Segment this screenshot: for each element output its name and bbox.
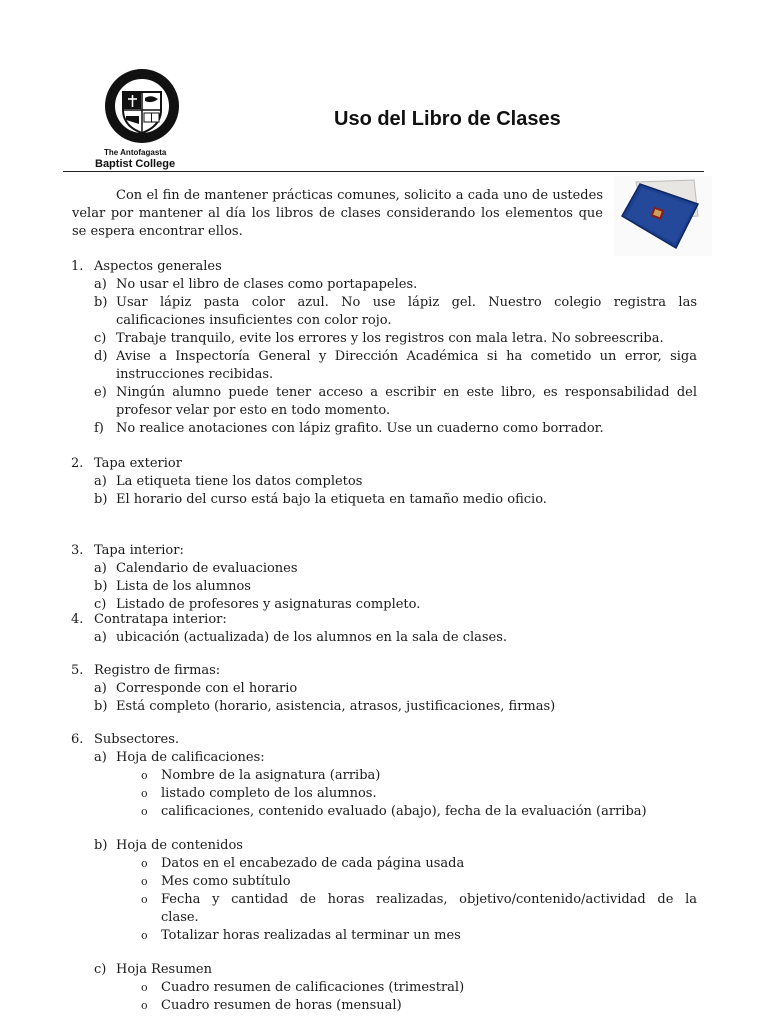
bullet-marker: o [141, 805, 148, 818]
bullet-text: Mes como subtítulo [161, 874, 291, 889]
item-label: c) [94, 331, 107, 346]
header-divider [63, 171, 704, 172]
section-number: 2. [71, 456, 84, 471]
bullet-marker: o [141, 787, 148, 800]
item-label: a) [94, 474, 107, 489]
item-text: La etiqueta tiene los datos completos [116, 474, 363, 489]
subsection-label: b) [94, 838, 108, 853]
bullet-text: clase. [161, 910, 199, 925]
bullet-text: Fecha y cantidad de horas realizadas, objetivo/contenido/actividad de la [161, 892, 697, 907]
item-label: a) [94, 277, 107, 292]
bullet-marker: o [141, 981, 148, 994]
bullet-marker: o [141, 929, 148, 942]
bullet-text: Nombre de la asignatura (arriba) [161, 768, 381, 783]
subsection-title: Hoja de calificaciones: [116, 750, 265, 765]
bullet-marker: o [141, 999, 148, 1012]
bullet-marker: o [141, 769, 148, 782]
bullet-marker: o [141, 893, 148, 906]
section-number: 3. [71, 543, 84, 558]
item-label: c) [94, 597, 107, 612]
book-icon [614, 176, 712, 256]
item-label: b) [94, 295, 108, 310]
item-label: b) [94, 492, 108, 507]
page-title: Uso del Libro de Clases [334, 108, 561, 130]
item-text: Calendario de evaluaciones [116, 561, 298, 576]
item-text: El horario del curso está bajo la etiqueta en tamaño medio oficio. [116, 492, 547, 507]
item-label: f) [94, 421, 104, 436]
bullet-marker: o [141, 857, 148, 870]
item-text: instrucciones recibidas. [116, 367, 274, 382]
item-label: b) [94, 579, 108, 594]
item-text: Avise a Inspectoría General y Dirección Académica si ha cometido un error, siga [116, 349, 697, 364]
bullet-text: Cuadro resumen de horas (mensual) [161, 998, 402, 1013]
bullet-text: listado completo de los alumnos. [161, 786, 377, 801]
bullet-marker: o [141, 875, 148, 888]
item-text: Listado de profesores y asignaturas completo. [116, 597, 421, 612]
item-text: Ningún alumno puede tener acceso a escribir en este libro, es responsabilidad del [116, 385, 697, 400]
item-text: Usar lápiz pasta color azul. No use lápiz gel. Nuestro colegio registra las [116, 295, 697, 310]
section-number: 4. [71, 612, 84, 627]
item-label: a) [94, 561, 107, 576]
item-text: Corresponde con el horario [116, 681, 298, 696]
item-label: a) [94, 630, 107, 645]
section-title: Tapa interior: [94, 543, 184, 558]
section-number: 5. [71, 663, 84, 678]
class-book-image [614, 176, 712, 256]
item-text: No usar el libro de clases como portapapeles. [116, 277, 418, 292]
subsection-title: Hoja de contenidos [116, 838, 243, 853]
item-label: e) [94, 385, 107, 400]
item-label: a) [94, 681, 107, 696]
section-title: Subsectores. [94, 732, 180, 747]
intro-paragraph: Con el fin de mantener prácticas comunes, solicito a cada uno de ustedes velar por mantener al día los libros de clases considerando los elementos que se espera encontrar ellos. [72, 188, 603, 239]
school-seal-icon [95, 66, 195, 148]
bullet-text: Datos en el encabezado de cada página usada [161, 856, 465, 871]
logo-caption-line1: The Antofagasta [104, 148, 167, 157]
item-text: calificaciones insuficientes con color rojo. [116, 313, 392, 328]
subsection-title: Hoja Resumen [116, 962, 212, 977]
section-title: Registro de firmas: [94, 663, 221, 678]
section-number: 1. [71, 259, 84, 274]
item-label: d) [94, 349, 108, 364]
logo-caption-line2: Baptist College [95, 158, 176, 170]
item-text: Trabaje tranquilo, evite los errores y los registros con mala letra. No sobreescriba. [116, 331, 664, 346]
bullet-text: calificaciones, contenido evaluado (abajo), fecha de la evaluación (arriba) [161, 804, 647, 819]
subsection-label: a) [94, 750, 107, 765]
bullet-text: Totalizar horas realizadas al terminar un mes [161, 928, 461, 943]
section-title: Contratapa interior: [94, 612, 227, 627]
section-title: Aspectos generales [94, 259, 222, 274]
section-title: Tapa exterior [94, 456, 182, 471]
item-label: b) [94, 699, 108, 714]
subsection-label: c) [94, 962, 107, 977]
section-number: 6. [71, 732, 84, 747]
bullet-text: Cuadro resumen de calificaciones (trimestral) [161, 980, 465, 995]
item-text: Lista de los alumnos [116, 579, 251, 594]
item-text: ubicación (actualizada) de los alumnos en la sala de clases. [116, 630, 508, 645]
item-text: profesor velar por esto en todo momento. [116, 403, 391, 418]
item-text: Está completo (horario, asistencia, atrasos, justificaciones, firmas) [116, 699, 556, 714]
item-text: No realice anotaciones con lápiz grafito. Use un cuaderno como borrador. [116, 421, 604, 436]
